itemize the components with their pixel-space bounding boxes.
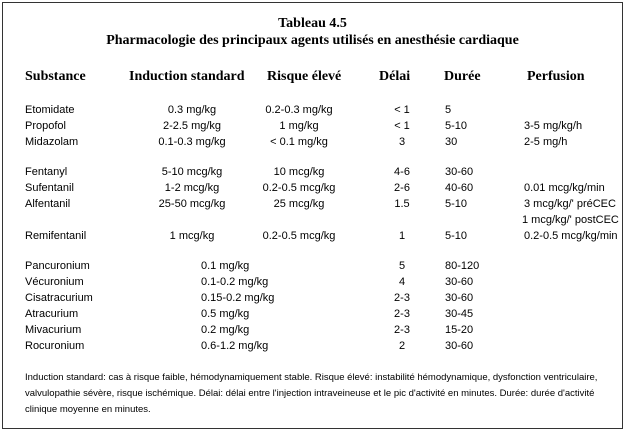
- cell-induction: 25-50 mcg/kg: [158, 198, 226, 210]
- cell-duree: 30-60: [445, 292, 474, 304]
- cell-induction: 0.1-0.2 mg/kg: [201, 276, 269, 288]
- cell-duree: 30-60: [445, 276, 474, 288]
- cell-risque: 0.2-0.3 mg/kg: [265, 104, 333, 116]
- cell-delai: 2-3: [394, 292, 410, 304]
- cell-delai: 2-3: [394, 308, 410, 320]
- cell-duree: 5-10: [445, 230, 468, 242]
- cell-substance: Cisatracurium: [25, 292, 93, 304]
- cell-perfusion: 1 mcg/kg/' postCEC: [522, 214, 619, 226]
- cell-risque: 0.2-0.5 mcg/kg: [262, 182, 336, 194]
- cell-substance: Mivacurium: [25, 324, 82, 336]
- table-subtitle: Pharmacologie des principaux agents utilisés en anesthésie cardiaque: [106, 33, 519, 48]
- cell-duree: 30-45: [445, 308, 474, 320]
- cell-induction: 0.1 mg/kg: [201, 260, 250, 272]
- cell-substance: Atracurium: [25, 308, 79, 320]
- header-risque: Risque élevé: [267, 69, 342, 84]
- cell-delai: 4-6: [394, 166, 410, 178]
- cell-delai: < 1: [394, 120, 410, 132]
- cell-risque: 1 mg/kg: [279, 120, 319, 132]
- cell-induction: 0.1-0.3 mg/kg: [158, 136, 226, 148]
- cell-perfusion: 2-5 mg/h: [524, 136, 568, 148]
- cell-induction: 0.3 mg/kg: [167, 104, 217, 116]
- cell-induction: 0.6-1.2 mg/kg: [201, 340, 269, 352]
- cell-perfusion: 3-5 mg/kg/h: [524, 120, 583, 132]
- cell-duree: 30-60: [445, 166, 474, 178]
- header-delai: Délai: [379, 69, 411, 84]
- cell-duree: 5-10: [445, 198, 468, 210]
- cell-delai: 1: [398, 230, 406, 242]
- cell-induction: 0.15-0.2 mg/kg: [201, 292, 275, 304]
- cell-duree: 30-60: [445, 340, 474, 352]
- header-induction: Induction standard: [129, 69, 245, 84]
- cell-delai: 2-3: [394, 324, 410, 336]
- header-perfusion: Perfusion: [527, 69, 585, 84]
- cell-substance: Rocuronium: [25, 340, 85, 352]
- header-duree: Durée: [444, 69, 481, 84]
- footnote: Induction standard: cas à risque faible, hémodynamiquement stable. Risque élevé: instabilité hémodynamique, dysfonction ventriculaire, valvulopathie sévère, risque ischémique. Délai: délai entre l'injection intraveineuse et le pic d'activité en minutes. Durée: durée d'activité clinique moyenne en minutes.: [25, 372, 598, 415]
- cell-delai: 3: [398, 136, 406, 148]
- cell-induction: 2-2.5 mg/kg: [162, 120, 222, 132]
- cell-substance: Alfentanil: [25, 198, 71, 210]
- cell-delai: 2: [398, 340, 406, 352]
- cell-substance: Fentanyl: [25, 166, 68, 178]
- cell-substance: Midazolam: [25, 136, 79, 148]
- cell-risque: < 0.1 mg/kg: [270, 136, 328, 148]
- cell-delai: 2-6: [394, 182, 410, 194]
- cell-perfusion: 0.2-0.5 mcg/kg/min: [524, 230, 618, 242]
- cell-delai: 4: [398, 276, 406, 288]
- cell-induction: 1 mcg/kg: [169, 230, 215, 242]
- cell-delai: < 1: [394, 104, 410, 116]
- cell-substance: Sufentanil: [25, 182, 74, 194]
- cell-duree: 15-20: [445, 324, 474, 336]
- cell-substance: Vécuronium: [25, 276, 84, 288]
- cell-duree: 80-120: [445, 260, 480, 272]
- cell-substance: Pancuronium: [25, 260, 90, 272]
- cell-duree: 5: [445, 104, 452, 116]
- cell-substance: Etomidate: [25, 104, 75, 116]
- cell-duree: 5-10: [445, 120, 468, 132]
- cell-delai: 5: [398, 260, 406, 272]
- table-frame: [2, 2, 623, 429]
- cell-induction: 1-2 mcg/kg: [164, 182, 220, 194]
- cell-risque: 0.2-0.5 mcg/kg: [262, 230, 336, 242]
- cell-substance: Propofol: [25, 120, 66, 132]
- header-substance: Substance: [25, 69, 86, 84]
- table-title: Tableau 4.5: [278, 16, 347, 31]
- cell-duree: 30: [445, 136, 458, 148]
- cell-duree: 40-60: [445, 182, 474, 194]
- cell-risque: 10 mcg/kg: [273, 166, 325, 178]
- cell-substance: Remifentanil: [25, 230, 87, 242]
- cell-induction: 0.2 mg/kg: [201, 324, 250, 336]
- cell-delai: 1.5: [394, 198, 410, 210]
- cell-perfusion: 0.01 mcg/kg/min: [524, 182, 605, 194]
- cell-induction: 0.5 mg/kg: [201, 308, 250, 320]
- cell-perfusion: 3 mcg/kg/' préCEC: [524, 198, 616, 210]
- cell-induction: 5-10 mcg/kg: [161, 166, 223, 178]
- cell-risque: 25 mcg/kg: [273, 198, 325, 210]
